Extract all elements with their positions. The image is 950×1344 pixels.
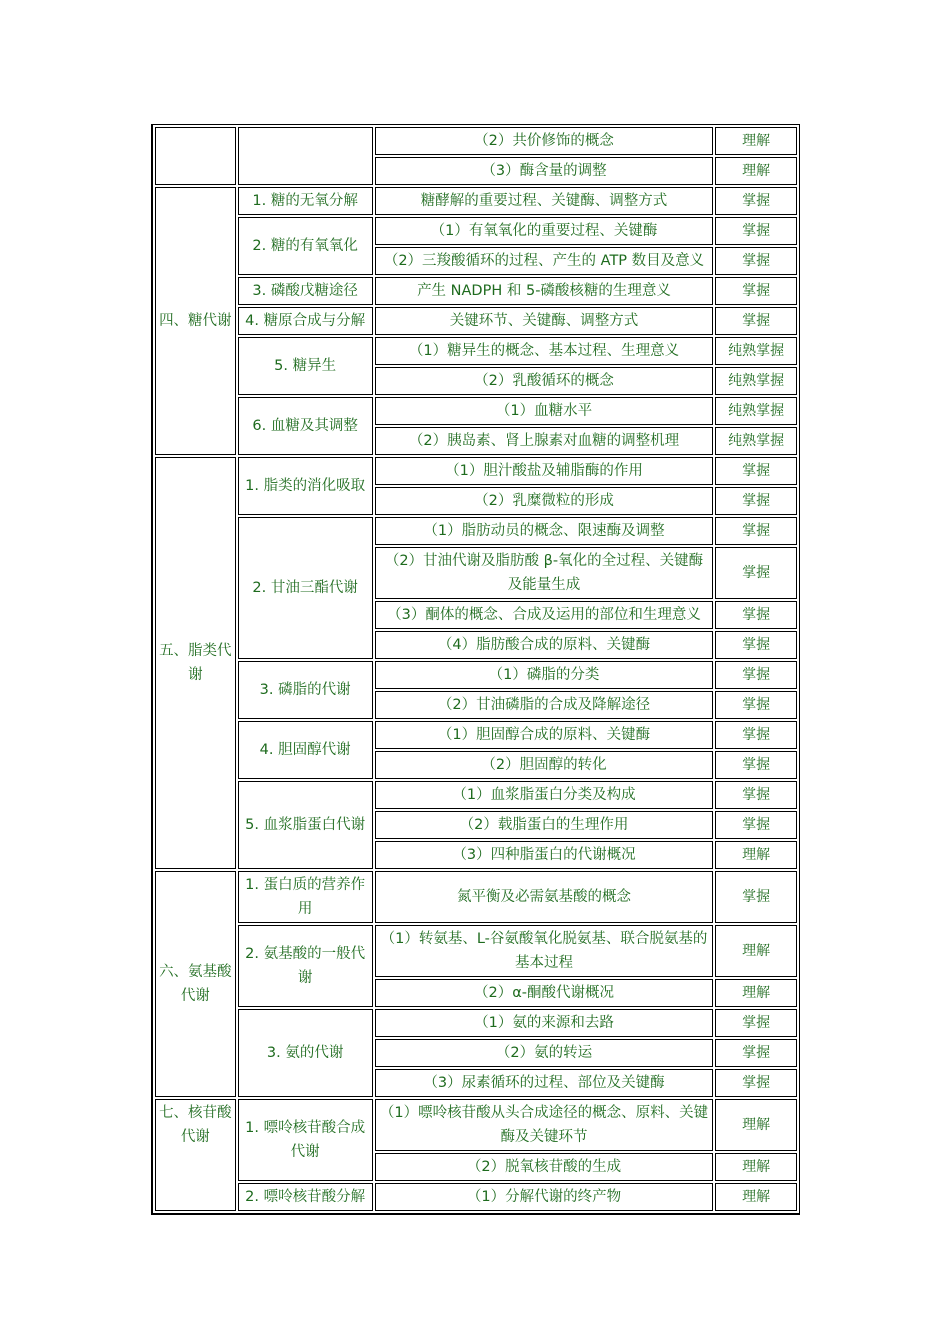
table-row: [155, 1099, 797, 1151]
level-cell: 掌握: [715, 277, 797, 305]
content-cell: 糖酵解的重要过程、关键酶、调整方式: [375, 187, 714, 215]
content-cell: （2）脱氧核苷酸的生成: [375, 1153, 714, 1181]
topic-title-cell: 1. 嘌呤核苷酸合成代谢: [238, 1099, 373, 1181]
level-cell: 理解: [715, 127, 797, 155]
level-cell: 纯熟掌握: [715, 427, 797, 455]
topic-title-cell: 1. 脂类的消化吸取: [238, 457, 373, 515]
content-cell: （1）胆固醇合成的原料、关键酶: [375, 721, 714, 749]
level-cell: 掌握: [715, 547, 797, 599]
level-cell: 掌握: [715, 457, 797, 485]
section-title-cell: 六、氨基酸代谢: [155, 871, 236, 1097]
level-cell: 理解: [715, 1153, 797, 1181]
content-cell: （1）血浆脂蛋白分类及构成: [375, 781, 714, 809]
topic-title-cell: 3. 磷脂的代谢: [238, 661, 373, 719]
level-cell: 纯熟掌握: [715, 337, 797, 365]
table-row: [155, 337, 797, 365]
section-title-cell: 四、糖代谢: [155, 187, 236, 455]
content-cell: （1）糖异生的概念、基本过程、生理意义: [375, 337, 714, 365]
content-cell: （1）氨的来源和去路: [375, 1009, 714, 1037]
topic-title-cell: 4. 糖原合成与分解: [238, 307, 373, 335]
level-cell: 掌握: [715, 247, 797, 275]
content-cell: （3）酶含量的调整: [375, 157, 714, 185]
table-row: [155, 871, 797, 923]
content-cell: 关键环节、关键酶、调整方式: [375, 307, 714, 335]
level-cell: 掌握: [715, 517, 797, 545]
level-cell: 掌握: [715, 871, 797, 923]
topic-title-cell: 5. 血浆脂蛋白代谢: [238, 781, 373, 869]
table-row: [155, 307, 797, 335]
level-cell: 理解: [715, 1099, 797, 1151]
level-cell: 掌握: [715, 1069, 797, 1097]
topic-title-cell: 2. 甘油三酯代谢: [238, 517, 373, 659]
level-cell: 掌握: [715, 1009, 797, 1037]
level-cell: 掌握: [715, 217, 797, 245]
level-cell: 掌握: [715, 487, 797, 515]
content-cell: （2）乳酸循环的概念: [375, 367, 714, 395]
level-cell: 理解: [715, 979, 797, 1007]
table-row: [155, 457, 797, 485]
content-cell: （2）共价修饰的概念: [375, 127, 714, 155]
content-cell: （1）磷脂的分类: [375, 661, 714, 689]
section-title-cell: 七、核苷酸代谢: [155, 1099, 236, 1211]
topic-title-cell: 3. 氨的代谢: [238, 1009, 373, 1097]
content-cell: （3）尿素循环的过程、部位及关键酶: [375, 1069, 714, 1097]
topic-title-cell: 4. 胆固醇代谢: [238, 721, 373, 779]
content-cell: （2）甘油磷脂的合成及降解途径: [375, 691, 714, 719]
topic-title-cell: 2. 糖的有氧氧化: [238, 217, 373, 275]
level-cell: 纯熟掌握: [715, 367, 797, 395]
topic-title-cell: 1. 糖的无氧分解: [238, 187, 373, 215]
content-cell: （4）脂肪酸合成的原料、关键酶: [375, 631, 714, 659]
level-cell: 掌握: [715, 1039, 797, 1067]
content-cell: （2）氨的转运: [375, 1039, 714, 1067]
table-row: [155, 721, 797, 749]
table-row: [155, 127, 797, 155]
topic-title-cell: 3. 磷酸戊糖途径: [238, 277, 373, 305]
syllabus-table: [151, 124, 800, 1215]
table-row: [155, 661, 797, 689]
content-cell: （1）脂肪动员的概念、限速酶及调整: [375, 517, 714, 545]
content-cell: （2）乳糜微粒的形成: [375, 487, 714, 515]
topic-title-cell: 2. 氨基酸的一般代谢: [238, 925, 373, 1007]
table-row: [155, 397, 797, 425]
table-row: [155, 217, 797, 245]
content-cell: （2）甘油代谢及脂肪酸 β-氧化的全过程、关键酶及能量生成: [375, 547, 714, 599]
level-cell: 理解: [715, 157, 797, 185]
section-title-cell: [155, 127, 236, 185]
content-cell: （1）血糖水平: [375, 397, 714, 425]
content-cell: （1）胆汁酸盐及辅脂酶的作用: [375, 457, 714, 485]
topic-title-cell: 6. 血糖及其调整: [238, 397, 373, 455]
section-title-cell: 五、脂类代谢: [155, 457, 236, 869]
level-cell: 掌握: [715, 691, 797, 719]
table-row: [155, 277, 797, 305]
content-cell: （1）有氧氧化的重要过程、关键酶: [375, 217, 714, 245]
topic-title-cell: 2. 嘌呤核苷酸分解: [238, 1183, 373, 1211]
level-cell: 纯熟掌握: [715, 397, 797, 425]
content-cell: （1）分解代谢的终产物: [375, 1183, 714, 1211]
table-row: [155, 1009, 797, 1037]
level-cell: 理解: [715, 841, 797, 869]
level-cell: 掌握: [715, 601, 797, 629]
table-row: [155, 187, 797, 215]
content-cell: 产生 NADPH 和 5-磷酸核糖的生理意义: [375, 277, 714, 305]
level-cell: 掌握: [715, 307, 797, 335]
content-cell: （3）酮体的概念、合成及运用的部位和生理意义: [375, 601, 714, 629]
topic-title-cell: [238, 127, 373, 185]
table-row: [155, 925, 797, 977]
level-cell: 理解: [715, 1183, 797, 1211]
table-row: [155, 517, 797, 545]
level-cell: 掌握: [715, 661, 797, 689]
content-cell: （3）四种脂蛋白的代谢概况: [375, 841, 714, 869]
level-cell: 掌握: [715, 631, 797, 659]
topic-title-cell: 1. 蛋白质的营养作用: [238, 871, 373, 923]
content-cell: （2）α-酮酸代谢概况: [375, 979, 714, 1007]
content-cell: （2）胆固醇的转化: [375, 751, 714, 779]
content-cell: （1）转氨基、L-谷氨酸氧化脱氨基、联合脱氨基的基本过程: [375, 925, 714, 977]
content-cell: （1）嘌呤核苷酸从头合成途径的概念、原料、关键酶及关键环节: [375, 1099, 714, 1151]
content-cell: （2）三羧酸循环的过程、产生的 ATP 数目及意义: [375, 247, 714, 275]
content-cell: 氮平衡及必需氨基酸的概念: [375, 871, 714, 923]
content-cell: （2）胰岛素、肾上腺素对血糖的调整机理: [375, 427, 714, 455]
syllabus-table-body: [155, 127, 797, 1211]
level-cell: 掌握: [715, 781, 797, 809]
level-cell: 掌握: [715, 721, 797, 749]
level-cell: 掌握: [715, 751, 797, 779]
table-row: [155, 1183, 797, 1211]
level-cell: 理解: [715, 925, 797, 977]
topic-title-cell: 5. 糖异生: [238, 337, 373, 395]
table-row: [155, 781, 797, 809]
level-cell: 掌握: [715, 187, 797, 215]
level-cell: 掌握: [715, 811, 797, 839]
content-cell: （2）载脂蛋白的生理作用: [375, 811, 714, 839]
